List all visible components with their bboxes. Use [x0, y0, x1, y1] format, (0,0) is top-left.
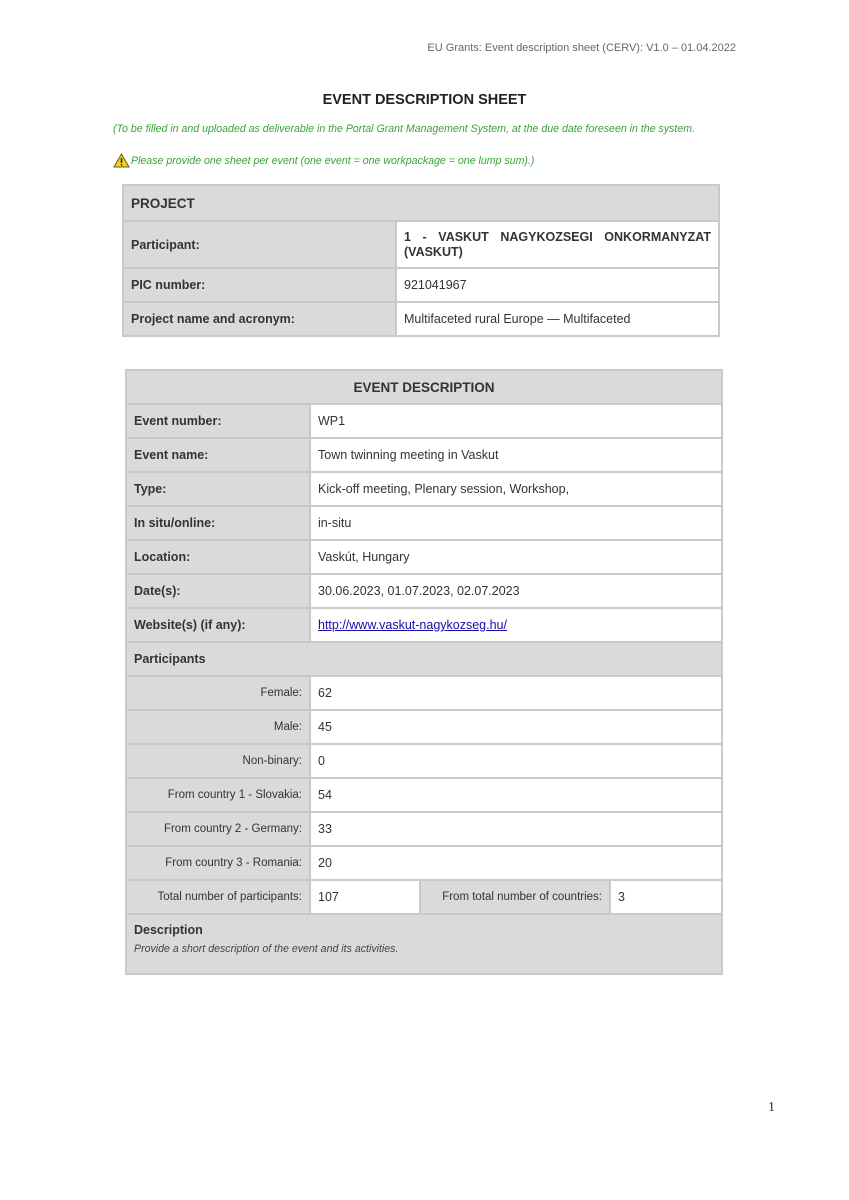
total-participants-label: Total number of participants: — [127, 881, 309, 913]
website-link[interactable]: http://www.vaskut-nagykozseg.hu/ — [318, 618, 507, 632]
event-number-label: Event number: — [127, 405, 309, 437]
female-value: 62 — [311, 677, 721, 709]
non-binary-label: Non-binary: — [127, 745, 309, 777]
pic-number-label: PIC number: — [124, 269, 395, 301]
project-name-value: Multifaceted rural Europe — Multifaceted — [397, 303, 718, 335]
country-1-value: 54 — [311, 779, 721, 811]
participant-label: Participant: — [124, 222, 395, 267]
project-table — [122, 184, 720, 337]
note-text: Please provide one sheet per event (one event = one workpackage = one lump sum).) — [131, 154, 535, 167]
participant-value: 1 - VASKUT NAGYKOZSEGI ONKORMANYZAT (VASKUT) — [397, 222, 718, 267]
event-name-label: Event name: — [127, 439, 309, 471]
document-reference: EU Grants: Event description sheet (CERV): V1.0 – 01.04.2022 — [427, 42, 736, 54]
page-number: 1 — [768, 1100, 775, 1115]
description-heading: Description — [134, 923, 203, 937]
event-name-value: Town twinning meeting in Vaskut — [311, 439, 721, 471]
page-title: EVENT DESCRIPTION SHEET — [322, 92, 527, 108]
dates-label: Date(s): — [127, 575, 309, 607]
instructions-text: (To be filled in and uploaded as deliverable in the Portal Grant Management System, at the due date foreseen in the system. — [113, 123, 696, 135]
description-section — [127, 915, 721, 973]
non-binary-value: 0 — [311, 745, 721, 777]
event-number-value: WP1 — [311, 405, 721, 437]
event-type-value: Kick-off meeting, Plenary session, Workshop, — [311, 473, 721, 505]
in-situ-value: in-situ — [311, 507, 721, 539]
project-heading: PROJECT — [124, 186, 718, 220]
total-countries-label: From total number of countries: — [421, 881, 609, 913]
country-3-value: 20 — [311, 847, 721, 879]
country-3-label: From country 3 - Romania: — [127, 847, 309, 879]
participants-heading: Participants — [127, 643, 721, 675]
in-situ-label: In situ/online: — [127, 507, 309, 539]
event-description-table — [125, 369, 723, 975]
website-cell — [311, 609, 721, 641]
event-heading: EVENT DESCRIPTION — [127, 371, 721, 403]
dates-value: 30.06.2023, 01.07.2023, 02.07.2023 — [311, 575, 721, 607]
female-label: Female: — [127, 677, 309, 709]
total-participants-value: 107 — [311, 881, 419, 913]
event-type-label: Type: — [127, 473, 309, 505]
country-2-label: From country 2 - Germany: — [127, 813, 309, 845]
country-2-value: 33 — [311, 813, 721, 845]
note-line — [113, 153, 735, 168]
pic-number-value: 921041967 — [397, 269, 718, 301]
male-label: Male: — [127, 711, 309, 743]
location-value: Vaskút, Hungary — [311, 541, 721, 573]
project-name-label: Project name and acronym: — [124, 303, 395, 335]
warning-icon — [113, 153, 130, 168]
location-label: Location: — [127, 541, 309, 573]
male-value: 45 — [311, 711, 721, 743]
website-label: Website(s) (if any): — [127, 609, 309, 641]
total-countries-value: 3 — [611, 881, 721, 913]
country-1-label: From country 1 - Slovakia: — [127, 779, 309, 811]
description-hint: Provide a short description of the event and its activities. — [134, 943, 399, 955]
